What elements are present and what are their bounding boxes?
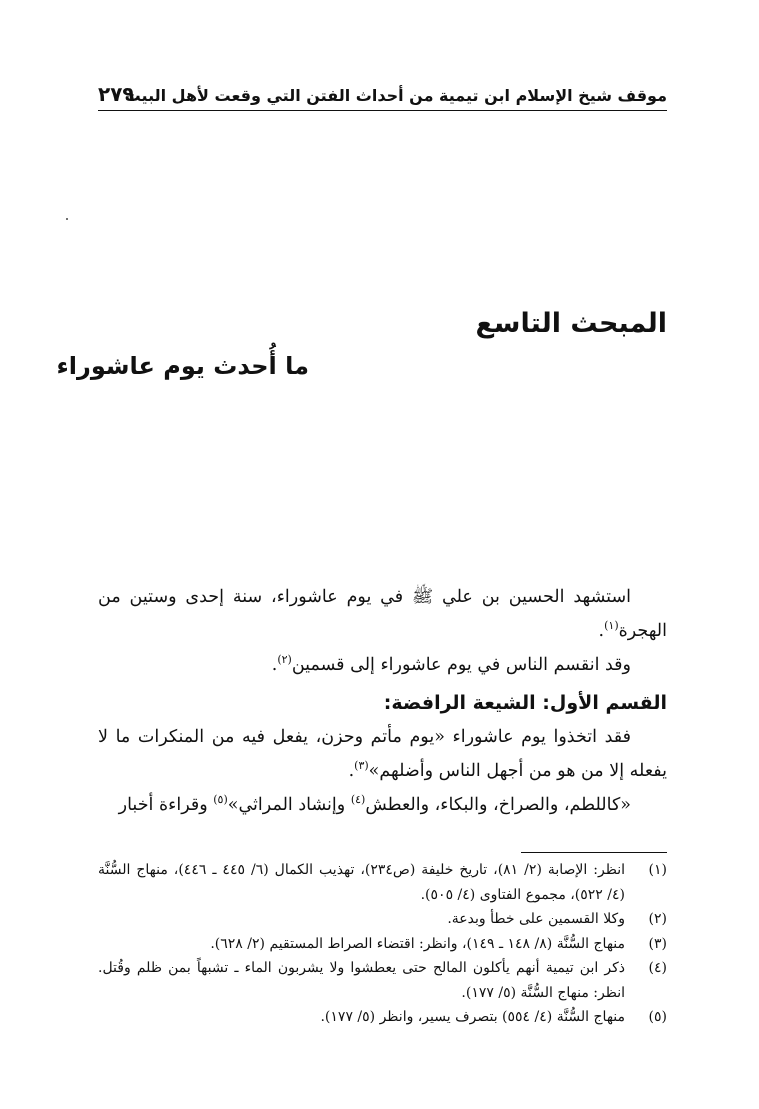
paragraph-end: . [598, 621, 605, 641]
footnote [98, 956, 667, 1005]
footnote [98, 907, 667, 932]
running-title: موقف شيخ الإسلام ابن تيمية من أحداث الفتن التي وقعت لأهل البيت [124, 86, 667, 105]
footnote [98, 1005, 667, 1030]
footnote-text: منهاج السُّنَّة (٤/ ٥٥٤) بتصرف يسير، وانظر (٥/ ١٧٧). [320, 1009, 625, 1025]
footnote-number: (٢) [648, 911, 667, 927]
footnote-text: ذكر ابن تيمية أنهم يأكلون المالح حتى يعطشوا ولا يشربون الماء ـ تشبهاً بمن ظلم وقُتل. انظر: منهاج السُّنَّة (٥/ ١٧٧). [98, 960, 625, 1001]
paragraph-text: وقراءة أخبار [118, 795, 214, 815]
subsection-heading: القسم الأول: الشيعة الرافضة: [383, 692, 667, 714]
section-title: ما أُحدث يوم عاشوراء [56, 352, 309, 380]
section-label: المبحث التاسع [475, 308, 667, 339]
paragraph-text: وإنشاد المراثي» [227, 795, 351, 815]
paragraph-end: . [348, 761, 355, 781]
main-text [98, 580, 667, 822]
footnote-divider [521, 852, 667, 853]
scan-speck [66, 218, 68, 220]
footnote-number: (١) [648, 862, 667, 878]
footnote-text: انظر: الإصابة (٢/ ٨١)، تاريخ خليفة (ص٢٣٤)، تهذيب الكمال (٦/ ٤٤٥ ـ ٤٤٦)، منهاج السُّنَّة (٤/ ٥٢٢)، مجموع الفتاوى (٤/ ٥٠٥). [98, 862, 625, 903]
footnote-number: (٣) [648, 935, 667, 952]
paragraph-text: وقد انقسم الناس في يوم عاشوراء إلى قسمين [291, 655, 631, 675]
paragraph [98, 580, 667, 648]
footnote-text: منهاج السُّنَّة (٨/ ١٤٨ ـ ١٤٩)، وانظر: اقتضاء الصراط المستقيم (٢/ ٦٢٨). [210, 935, 625, 952]
footnotes [98, 858, 667, 1030]
footnote-ref: (١) [604, 619, 619, 633]
paragraph [98, 648, 667, 682]
paragraph [98, 788, 667, 822]
footnote-ref: (٤) [350, 793, 366, 807]
footnote-ref: (٢) [277, 653, 292, 667]
paragraph-text: استشهد الحسين بن علي ﷺ في يوم عاشوراء، سنة إحدى وستين من الهجرة [98, 587, 667, 641]
paragraph-text: «كاللطم، والصراخ، والبكاء، والعطش [365, 795, 631, 815]
paragraph [98, 720, 667, 788]
paragraph-text: فقد اتخذوا يوم عاشوراء «يوم مأتم وحزن، يفعل فيه من المنكرات ما لا يفعله إلا من هو من أجهل الناس وأضلهم» [98, 727, 667, 781]
footnote [98, 932, 667, 957]
footnote-number: (٤) [648, 960, 667, 976]
footnote-ref: (٣) [354, 759, 369, 773]
footnote-text: وكلا القسمين على خطأ وبدعة. [447, 911, 625, 927]
footnote-number: (٥) [648, 1009, 667, 1025]
footnote [98, 858, 667, 907]
page-number: ٢٧٩ [98, 82, 135, 106]
footnote-ref: (٥) [213, 793, 228, 807]
paragraph-end: . [271, 655, 278, 675]
running-header [98, 84, 667, 111]
